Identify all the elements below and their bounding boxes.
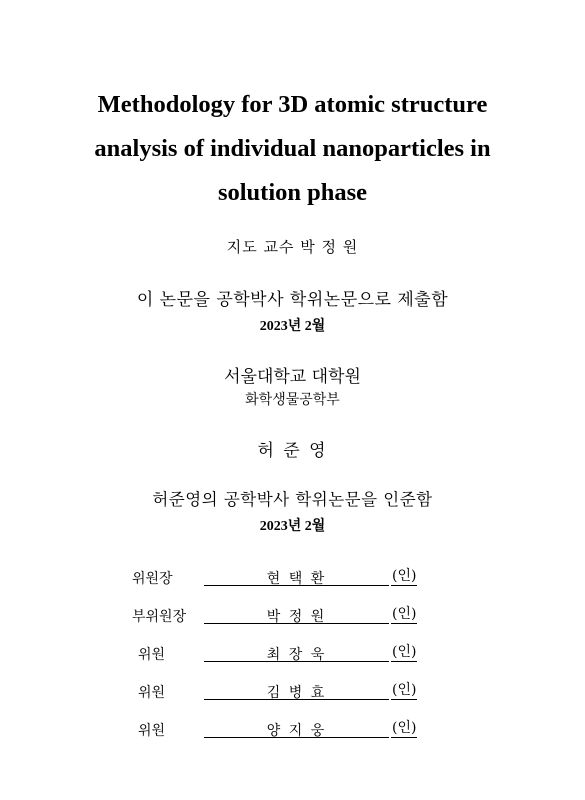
committee-row bbox=[0, 642, 585, 666]
seal-mark: (인) bbox=[392, 606, 417, 622]
seal-mark: (인) bbox=[392, 682, 417, 698]
committee-member-name: 현 택 환 bbox=[266, 571, 327, 587]
seal-mark: (인) bbox=[392, 720, 417, 736]
seal-mark: (인) bbox=[392, 644, 417, 660]
thesis-title-line-2: analysis of individual nanoparticles in bbox=[94, 135, 491, 162]
committee-row bbox=[0, 566, 585, 590]
submission-statement: 이 논문을 공학박사 학위논문으로 제출함 bbox=[136, 290, 449, 310]
signature-line bbox=[204, 680, 389, 700]
signature-line bbox=[204, 642, 389, 662]
committee-row bbox=[0, 680, 585, 704]
seal-mark: (인) bbox=[392, 568, 417, 584]
committee-role: 위원장 bbox=[132, 571, 173, 587]
author-name: 허 준 영 bbox=[257, 441, 328, 461]
committee-role: 부위원장 bbox=[132, 609, 187, 625]
committee-member-name: 최 장 욱 bbox=[266, 647, 327, 663]
committee-role: 위원 bbox=[138, 647, 166, 663]
committee-role: 위원 bbox=[138, 685, 166, 701]
committee-role: 위원 bbox=[138, 723, 166, 739]
signature-line bbox=[204, 566, 389, 586]
committee-row bbox=[0, 604, 585, 628]
submission-date: 2023년 2월 bbox=[259, 319, 326, 334]
approval-statement: 허준영의 공학박사 학위논문을 인준함 bbox=[152, 490, 433, 509]
committee-row bbox=[0, 718, 585, 742]
committee-member-name: 양 지 웅 bbox=[266, 723, 327, 739]
approval-date: 2023년 2월 bbox=[259, 519, 326, 534]
department-name: 화학생물공학부 bbox=[245, 392, 340, 408]
university-name: 서울대학교 대학원 bbox=[224, 367, 361, 387]
committee-member-name: 김 병 효 bbox=[266, 685, 327, 701]
thesis-title-line-3: solution phase bbox=[217, 179, 368, 206]
advisor-line: 지도 교수 박 정 원 bbox=[226, 238, 359, 256]
committee-member-name: 박 정 원 bbox=[266, 609, 327, 625]
signature-line bbox=[204, 604, 389, 624]
signature-line bbox=[204, 718, 389, 738]
thesis-title-line-1: Methodology for 3D atomic structure bbox=[97, 91, 488, 118]
thesis-title bbox=[40, 83, 545, 215]
